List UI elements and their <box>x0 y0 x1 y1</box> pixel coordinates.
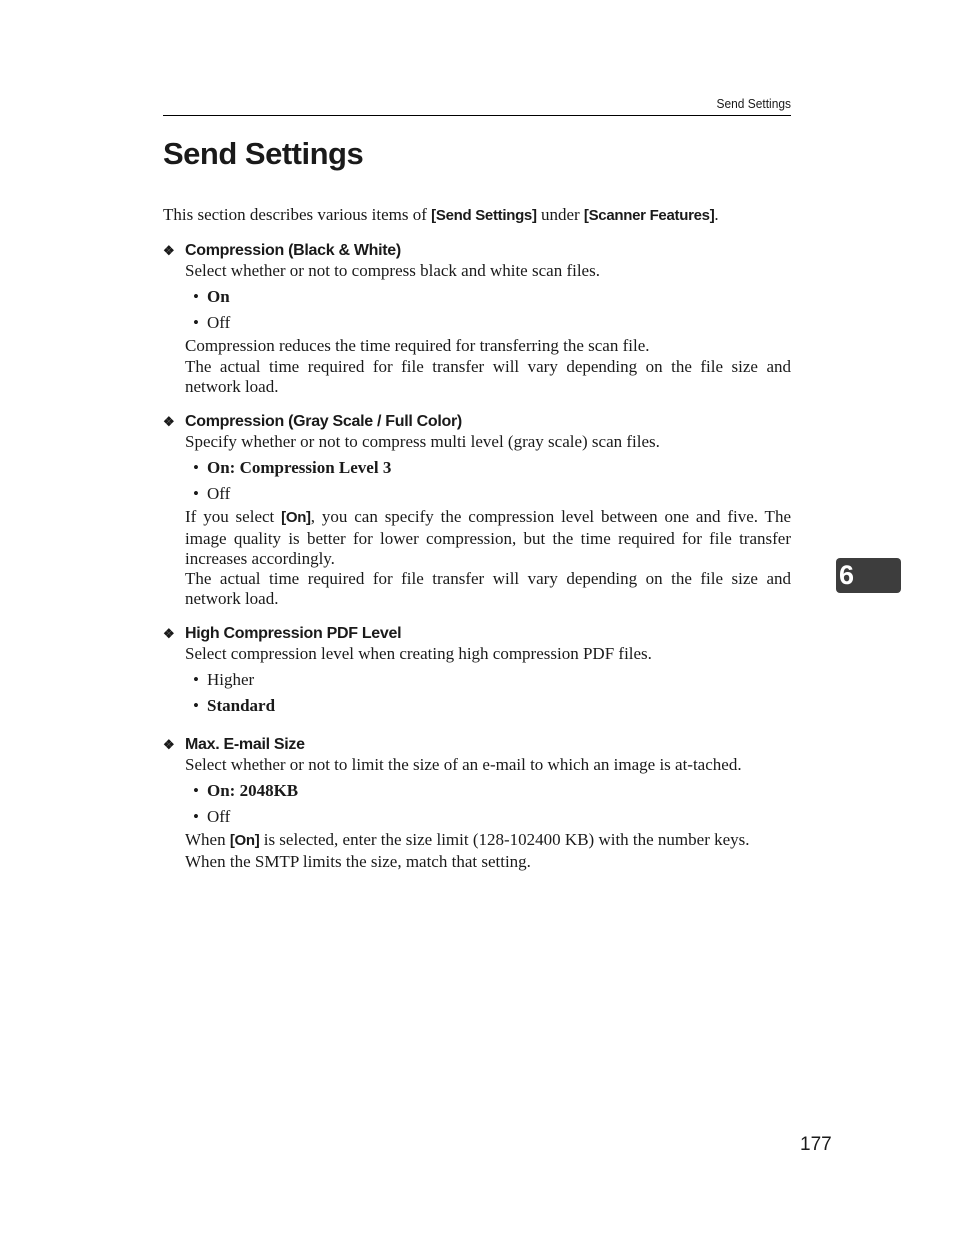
section-max-email-size <box>163 735 791 872</box>
diamond-icon: ❖ <box>163 626 175 641</box>
option-label: Off <box>207 807 231 827</box>
note-paragraph: The actual time required for file transfer will vary depending on the file size and network load. <box>185 569 791 609</box>
section-notes <box>185 830 791 872</box>
note-paragraph: When the SMTP limits the size, match that setting. <box>185 851 531 871</box>
bullet-icon: • <box>193 313 199 333</box>
note-text: When <box>185 830 230 850</box>
option-label: On: Compression Level 3 <box>207 458 392 478</box>
note-text: , you can specify the compression level between one and five. The image quality is better for lower compression, but the time required for file transfer increases accordingly. <box>185 507 791 568</box>
section-description: Select compression level when creating high compression PDF files. <box>185 644 652 663</box>
section-high-compression-pdf <box>163 624 791 719</box>
options-list <box>185 284 791 336</box>
page-number: 177 <box>800 1134 832 1155</box>
section-notes <box>185 507 791 609</box>
option-label: Higher <box>207 670 255 690</box>
section-heading-text: Compression (Black & White) <box>185 242 401 259</box>
options-list <box>185 455 791 507</box>
section-heading-text: Max. E-mail Size <box>185 736 305 753</box>
section-compression-bw <box>163 241 791 397</box>
scanner-features-ref: [Scanner Features] <box>583 207 715 224</box>
section-description: Select whether or not to compress black and white scan files. <box>185 261 600 280</box>
section-heading-text: Compression (Gray Scale / Full Color) <box>185 413 462 430</box>
section-heading <box>163 624 791 644</box>
section-heading-text: High Compression PDF Level <box>185 625 402 642</box>
page-title: Send Settings <box>163 136 364 171</box>
send-settings-ref: [Send Settings] <box>431 207 537 224</box>
section-description: Specify whether or not to compress multi level (gray scale) scan files. <box>185 432 660 451</box>
diamond-icon: ❖ <box>163 243 175 258</box>
option-label: Standard <box>207 696 276 716</box>
bullet-icon: • <box>193 670 199 690</box>
note-paragraph <box>185 830 791 851</box>
note-paragraph: Compression reduces the time required for transferring the scan file. <box>185 336 650 356</box>
options-list <box>185 778 791 830</box>
intro-text: . <box>714 205 719 224</box>
bullet-icon: • <box>193 458 199 478</box>
diamond-icon: ❖ <box>163 737 175 752</box>
chapter-tab: 6 <box>836 558 901 593</box>
section-heading <box>163 735 791 755</box>
section-description: Select whether or not to limit the size of an e-mail to which an image is at-tached. <box>185 755 742 774</box>
running-header: Send Settings <box>716 96 791 111</box>
option-item <box>185 455 791 481</box>
option-item <box>185 284 791 310</box>
note-text: is selected, enter the size limit (128-102400 KB) with the number keys. <box>259 830 750 850</box>
option-item <box>185 804 791 830</box>
bullet-icon: • <box>193 781 199 801</box>
section-notes <box>185 336 791 397</box>
option-label: On <box>207 287 230 307</box>
option-label: On: 2048KB <box>207 781 299 801</box>
bullet-icon: • <box>193 484 199 504</box>
option-label: Off <box>207 484 231 504</box>
option-item <box>185 778 791 804</box>
on-ref: [On] <box>281 509 311 527</box>
option-item <box>185 667 791 693</box>
section-heading <box>163 412 791 432</box>
bullet-icon: • <box>193 287 199 307</box>
on-ref: [On] <box>229 832 260 850</box>
option-item <box>185 310 791 336</box>
diamond-icon: ❖ <box>163 414 175 429</box>
intro-text: This section describes various items of <box>163 205 432 224</box>
option-item <box>185 693 791 719</box>
note-text: If you select <box>185 507 282 527</box>
note-paragraph <box>185 507 791 569</box>
section-heading <box>163 241 791 261</box>
intro-text: under <box>536 205 584 224</box>
option-item <box>185 481 791 507</box>
intro-paragraph <box>163 205 791 226</box>
section-compression-gray <box>163 412 791 610</box>
header-rule <box>163 115 791 116</box>
note-paragraph: The actual time required for file transfer will vary depending on the file size and network load. <box>185 356 791 396</box>
options-list <box>185 667 791 719</box>
bullet-icon: • <box>193 807 199 827</box>
option-label: Off <box>207 313 231 333</box>
bullet-icon: • <box>193 696 199 716</box>
